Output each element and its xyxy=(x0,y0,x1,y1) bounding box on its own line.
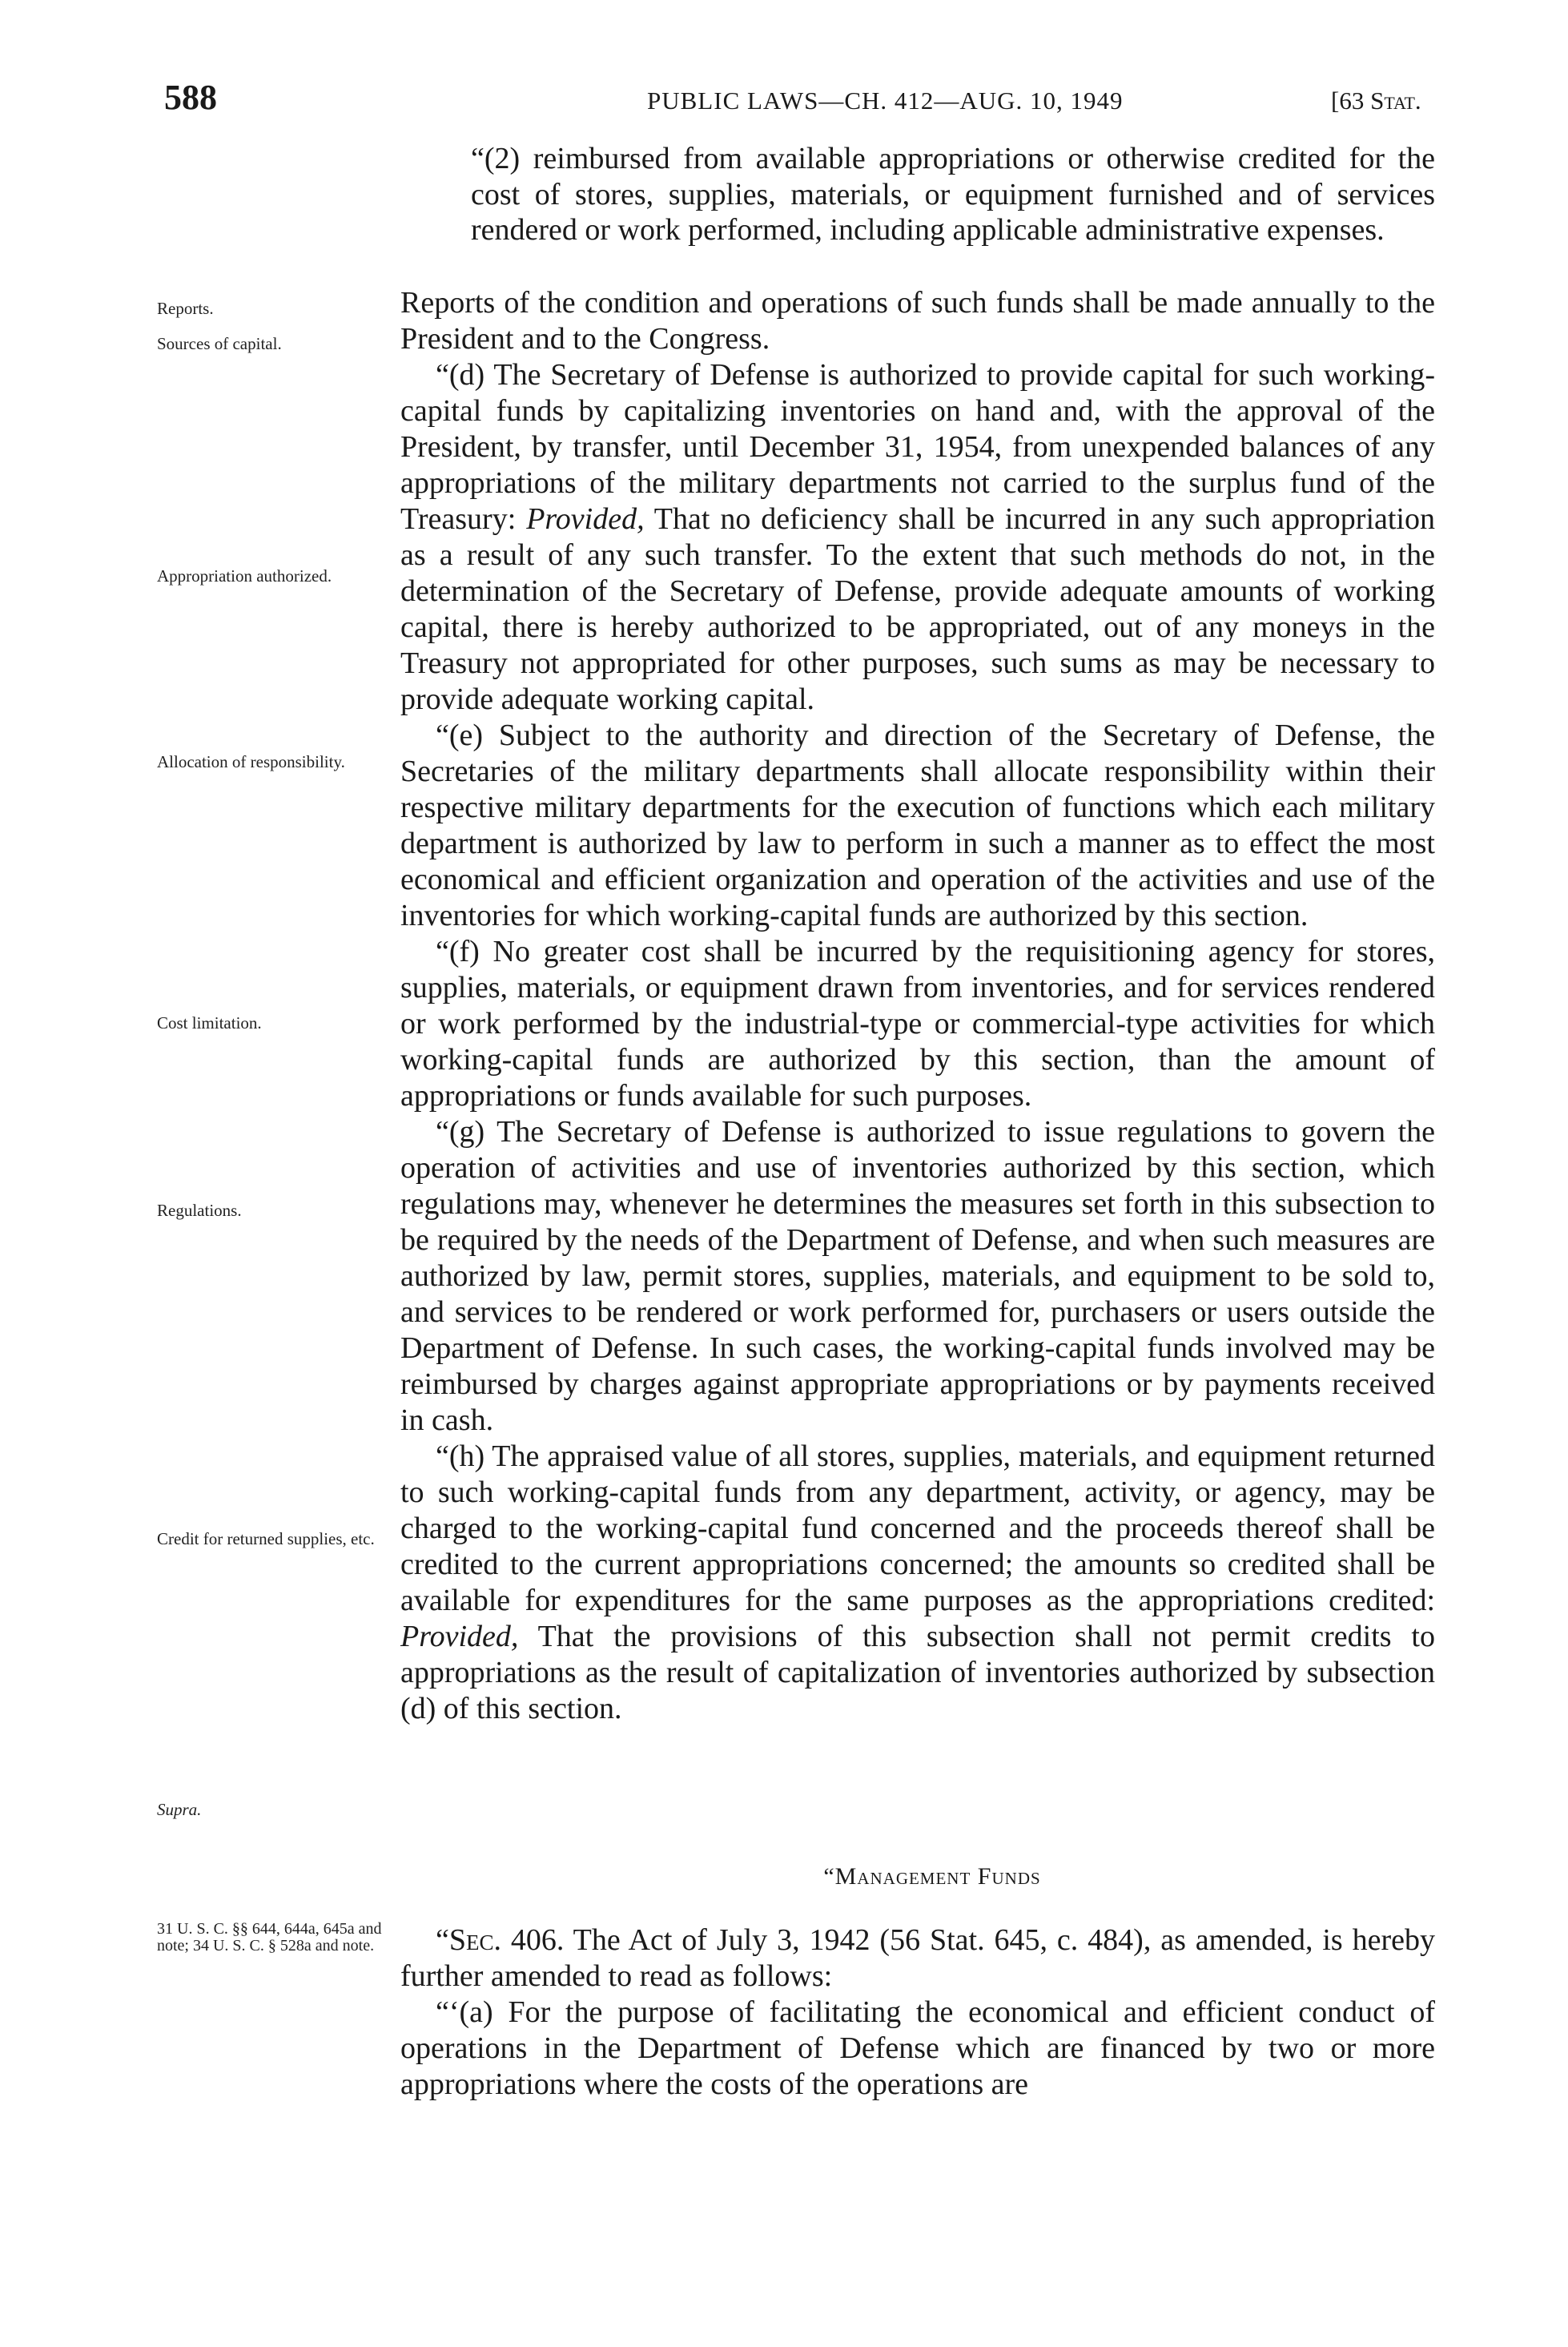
paragraph-2-text: “(2) reimbursed from available appropriations or otherwise credited for the cost of stores, supplies, materials, or equipment furnished and of services rendered or work performed, including applicable administrative expenses. xyxy=(471,142,1435,247)
margin-note-sources-of-capital: Sources of capital. xyxy=(157,334,282,353)
paragraph-h-part2: That the provisions of this subsection shall not permit credits to appropriations as the result of capitalization of inventories authorized by subsection (d) of this section. xyxy=(400,1620,1435,1725)
sec-406-prefix: “ xyxy=(436,1923,449,1957)
page-number: 588 xyxy=(164,78,217,117)
margin-note-regulations: Regulations. xyxy=(157,1201,242,1220)
statute-reference-prefix: [63 xyxy=(1331,87,1371,115)
paragraph-sec-406 xyxy=(400,1922,1435,1995)
paragraph-d-part1: “(d) The Secretary of Defense is authorized to provide capital for such working-capital funds by capitalizing inventories on hand and, with the approval of the President, by transfer, until December 31, 1954, from unexpended balances of any appropriations of the military departments not carried to the surplus fund of the Treasury: xyxy=(400,358,1435,536)
page-header xyxy=(0,77,1568,125)
paragraph-a: “‘(a) For the purpose of facilitating the economical and efficient conduct of operations in the Department of Defense which are financed by two or more appropriations where the costs of the operations are xyxy=(400,1995,1435,2101)
paragraph-h-part1: “(h) The appraised value of all stores, supplies, materials, and equipment returned to such working-capital funds from any department, activity, or agency, may be charged to the working-capital fund concerned and the proceeds thereof shall be credited to the current appropriations concerned; the amounts so credited shall be available for expenditures for the same purposes as the appropriations credited: xyxy=(400,1439,1435,1617)
statute-reference xyxy=(1331,87,1421,115)
margin-note-allocation: Allocation of responsibility. xyxy=(157,752,345,771)
margin-note-cost-limitation: Cost limitation. xyxy=(157,1013,262,1033)
running-title: PUBLIC LAWS—CH. 412—AUG. 10, 1949 xyxy=(647,87,1124,115)
margin-note-credit-returned: Credit for returned supplies, etc. xyxy=(157,1529,375,1548)
paragraph-e: “(e) Subject to the authority and direction of the Secretary of Defense, the Secretaries of the military departments shall allocate responsibility within their respective military departments for the execution of functions which each military department is authorized by law to perform in such a manner as to effect the most economical and efficient organization and operation of the activities and use of the inventories for which working-capital funds are authorized by this section. xyxy=(400,719,1435,932)
paragraph-g: “(g) The Secretary of Defense is authorized to issue regulations to govern the operation of activities and use of inventories authorized by this section, which regulations may, whenever he determines the measures set forth in this subsection to be required by the needs of the Department of Defense, and when such measures are authorized by law, permit stores, supplies, materials, and equipment to be sold to, and services to be rendered or work performed for, purchasers or users outside the Department of Defense. In such cases, the working-capital funds involved may be reimbursed by charges against appropriate appropriations or by payments received in cash. xyxy=(400,1115,1435,1437)
section-406-body xyxy=(400,1922,1435,2103)
paragraph-d xyxy=(400,357,1435,718)
section-heading-management-funds: “Management Funds xyxy=(823,1863,1041,1890)
paragraph-f: “(f) No greater cost shall be incurred by the requisitioning agency for stores, supplies, materials, or equipment drawn from inventories, and for services rendered or work performed by the industrial-type or commercial-type activities for which working-capital funds are authorized by this section, than the amount of appropriations or funds available for such purposes. xyxy=(400,935,1435,1113)
paragraph-d-provided: Provided, xyxy=(526,502,645,536)
margin-note-supra: Supra. xyxy=(157,1800,202,1819)
paragraph-d-part2: That no deficiency shall be incurred in any such appropriation as a result of any such transfer. To the extent that such methods do not, in the determination of the Secretary of Defense, provide adequate amounts of working capital, there is hereby authorized to be appropriated, out of any moneys in the Treasury not appropriated for other purposes, such sums as may be necessary to provide adequate working capital. xyxy=(400,502,1435,716)
statute-reference-label: Stat. xyxy=(1370,87,1421,115)
paragraph-h-provided: Provided, xyxy=(400,1620,519,1653)
sec-406-label: Sec. xyxy=(448,1923,502,1957)
sec-406-text: 406. The Act of July 3, 1942 (56 Stat. 645, c. 484), as amended, is hereby further amended to read as follows: xyxy=(400,1923,1435,1993)
paragraph-2 xyxy=(471,141,1435,248)
paragraph-h xyxy=(400,1439,1435,1727)
margin-note-usc-reference: 31 U. S. C. §§ 644, 644a, 645a and note; 34 U. S. C. § 528a and note. xyxy=(157,1920,382,1954)
main-body xyxy=(400,285,1435,1727)
paragraph-reports: Reports of the condition and operations of such funds shall be made annually to the President and to the Congress. xyxy=(400,286,1435,356)
margin-note-appropriation-authorized: Appropriation authorized. xyxy=(157,566,332,586)
margin-note-reports: Reports. xyxy=(157,299,214,318)
